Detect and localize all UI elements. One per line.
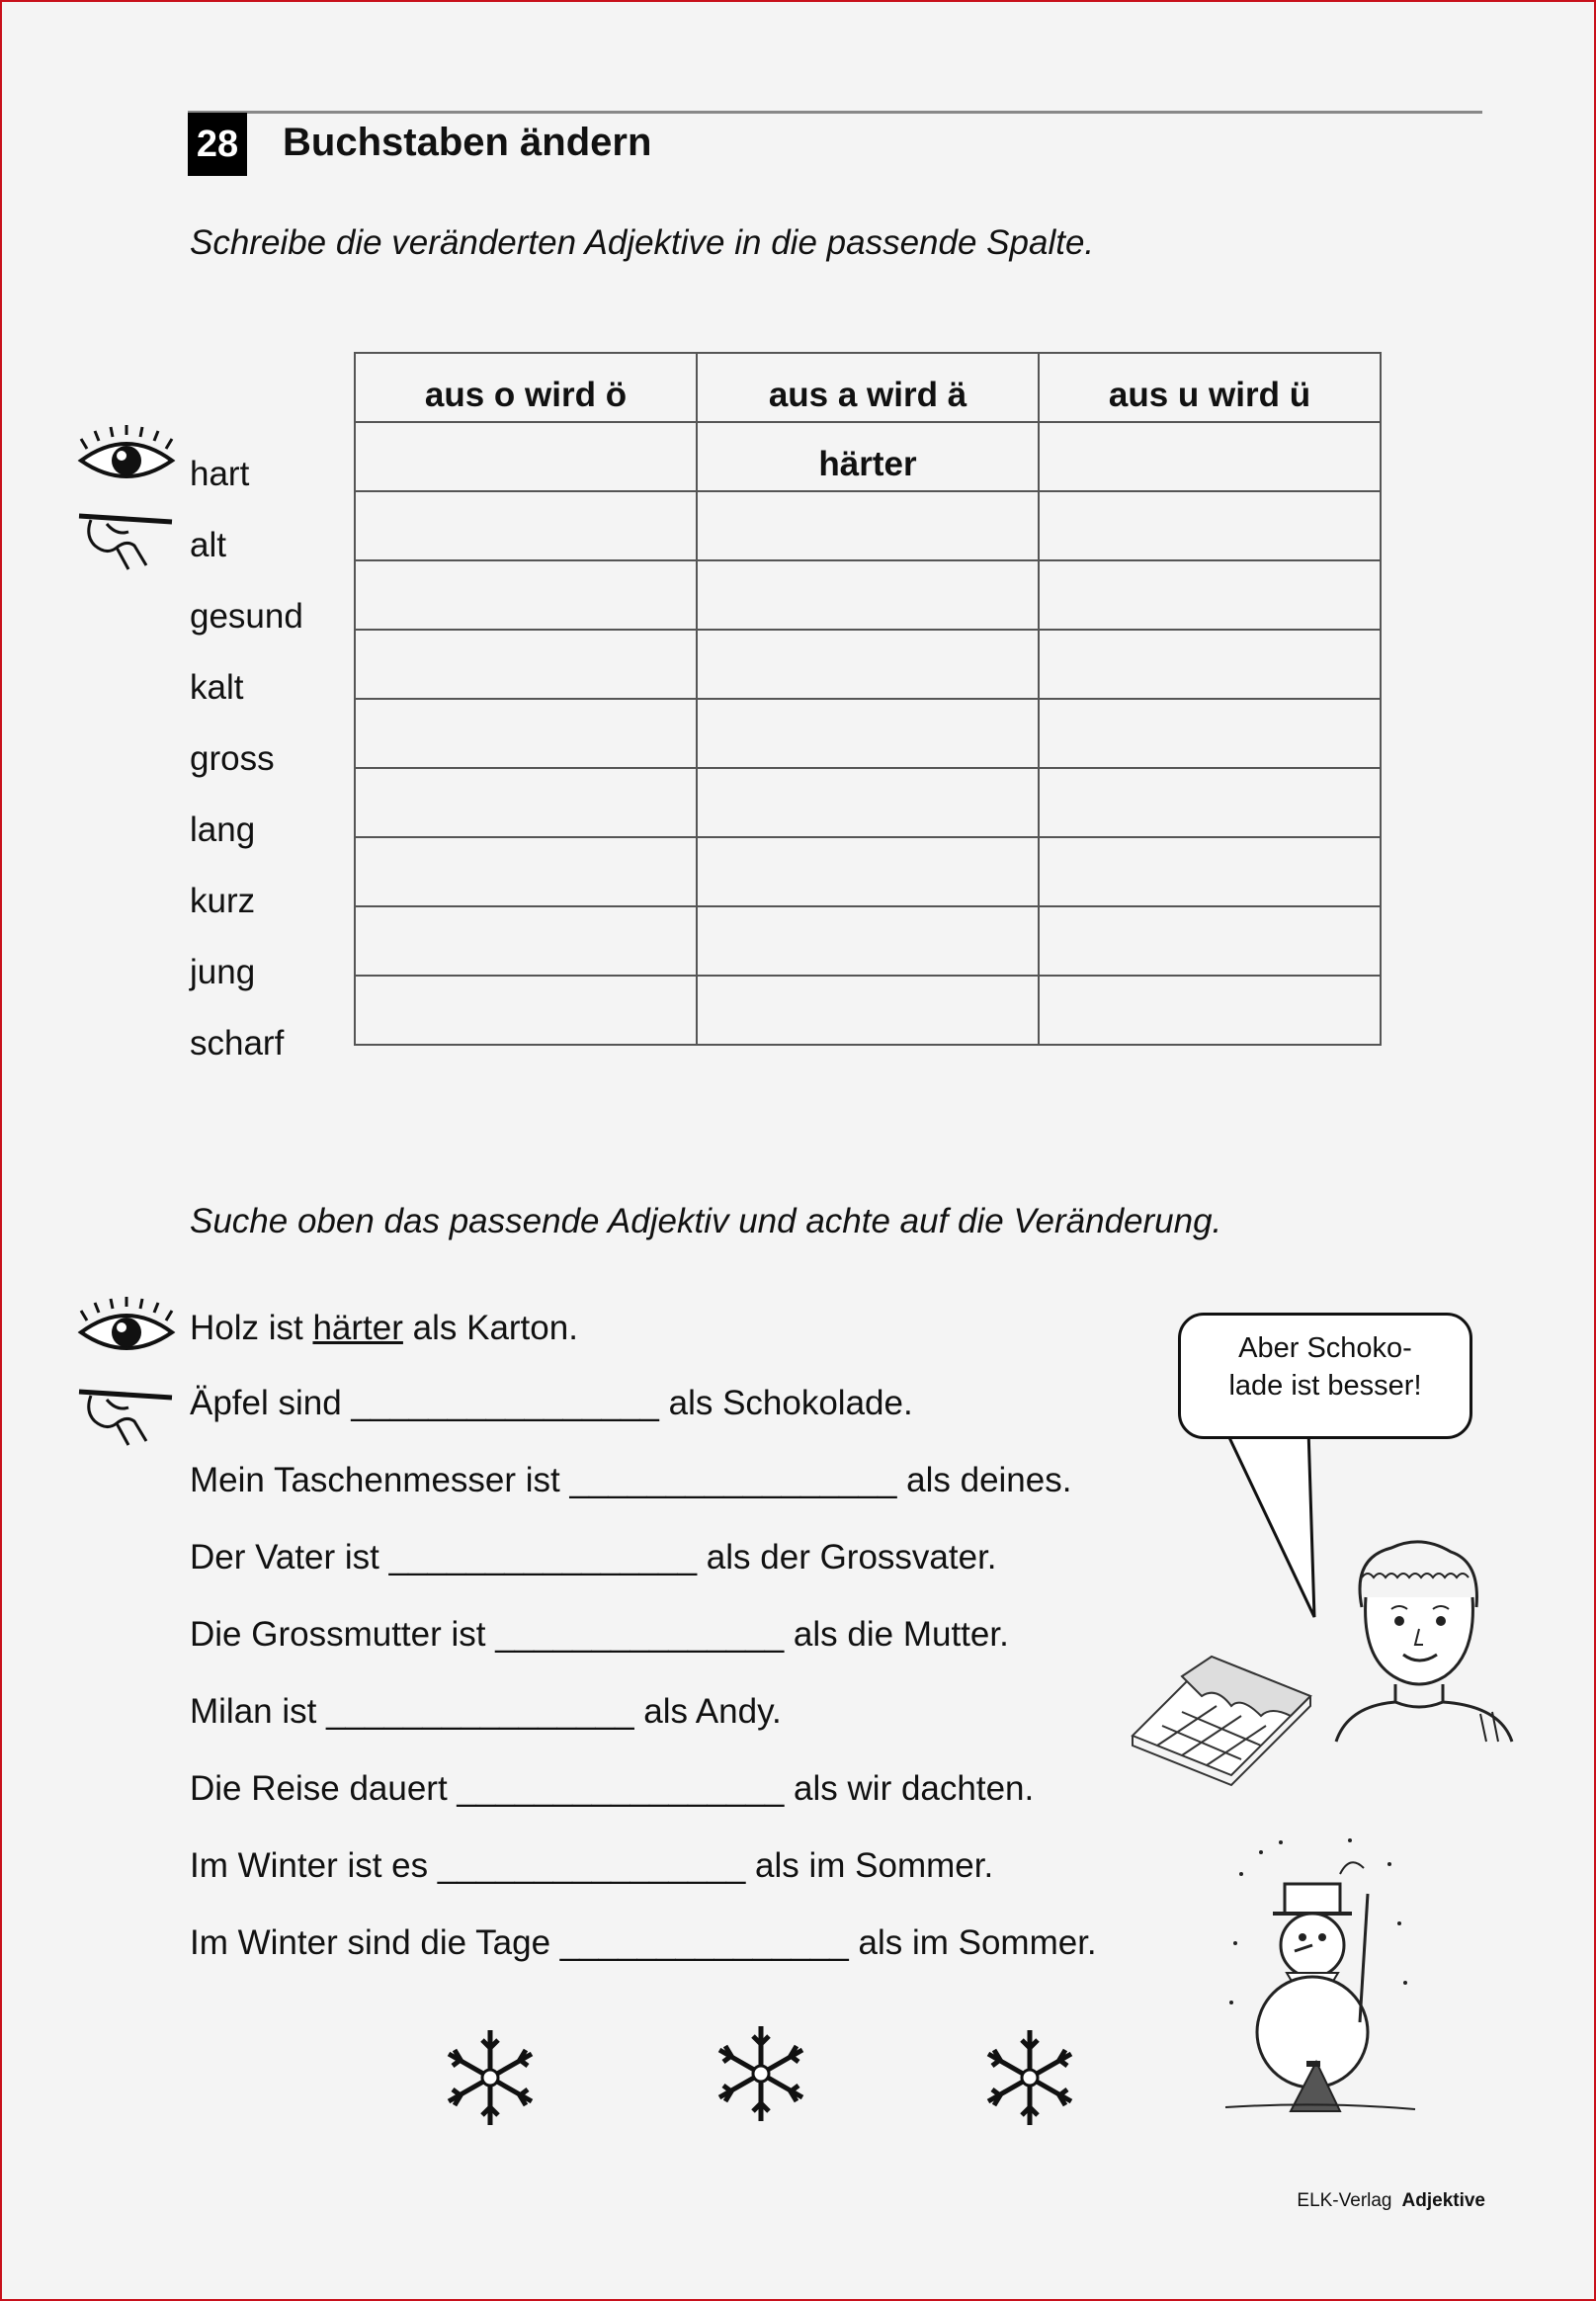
answer-cell[interactable]	[1039, 491, 1381, 560]
answer-cell[interactable]	[697, 976, 1039, 1045]
word-gesund: gesund	[190, 597, 303, 636]
answer-cell[interactable]	[355, 976, 697, 1045]
sentence-1: Holz ist härter als Karton.	[190, 1309, 578, 1347]
table-row	[355, 630, 1381, 699]
instruction-2: Suche oben das passende Adjektiv und achte auf die Veränderung.	[190, 1202, 1222, 1240]
sentence-6: Milan ist ________________ als Andy.	[190, 1692, 782, 1731]
answer-cell[interactable]	[697, 768, 1039, 837]
example-word: härter	[312, 1309, 403, 1347]
table-row	[355, 906, 1381, 976]
answer-cell[interactable]	[697, 906, 1039, 976]
snowflake-icon	[443, 2024, 538, 2131]
word-gross: gross	[190, 739, 275, 778]
answer-cell[interactable]	[697, 560, 1039, 630]
word-lang: lang	[190, 810, 256, 849]
table-row	[355, 699, 1381, 768]
page-footer	[1297, 2190, 1485, 2212]
sentence-8: Im Winter ist es ________________ als im Sommer.	[190, 1846, 994, 1885]
exercise-number: 28	[188, 113, 247, 176]
instruction-1: Schreibe die veränderten Adjektive in die passende Spalte.	[190, 223, 1095, 262]
table-header-row	[355, 353, 1381, 422]
speech-bubble-tail	[1221, 1429, 1330, 1627]
answer-cell[interactable]	[697, 837, 1039, 906]
eye-icon	[77, 431, 176, 490]
snowman-illustration	[1221, 1834, 1419, 2121]
answer-cell[interactable]	[1039, 976, 1381, 1045]
boy-illustration	[1332, 1538, 1516, 1746]
table-row	[355, 491, 1381, 560]
table-row	[355, 768, 1381, 837]
table-row	[355, 560, 1381, 630]
page-title: Buchstaben ändern	[283, 121, 652, 164]
column-header-a: aus a wird ä	[697, 353, 1039, 422]
word-scharf: scharf	[190, 1024, 285, 1063]
book-title: Adjektive	[1401, 2190, 1485, 2211]
sentence-4: Der Vater ist ________________ als der Grossvater.	[190, 1538, 997, 1577]
eye-icon	[77, 1303, 176, 1362]
answer-cell[interactable]	[1039, 768, 1381, 837]
answer-cell[interactable]	[355, 699, 697, 768]
answer-cell[interactable]	[1039, 837, 1381, 906]
publisher-name: ELK-Verlag	[1297, 2190, 1392, 2211]
sentence-5: Die Grossmutter ist _______________ als die Mutter.	[190, 1615, 1009, 1654]
word-kurz: kurz	[190, 882, 256, 920]
answer-cell[interactable]	[697, 422, 1039, 491]
word-hart: hart	[190, 455, 250, 493]
speech-bubble: Aber Schoko- lade ist besser!	[1178, 1313, 1472, 1439]
writing-hand-icon	[77, 1382, 176, 1451]
table-row	[355, 422, 1381, 491]
answer-cell[interactable]	[355, 491, 697, 560]
column-header-o: aus o wird ö	[355, 353, 697, 422]
answer-cell[interactable]	[697, 630, 1039, 699]
answer-cell[interactable]	[1039, 422, 1381, 491]
sentence-7: Die Reise dauert _________________ als wir dachten.	[190, 1769, 1035, 1808]
snowflake-icon	[982, 2024, 1077, 2131]
answer-cell[interactable]	[355, 906, 697, 976]
sentence-9: Im Winter sind die Tage _______________ als im Sommer.	[190, 1923, 1097, 1962]
answer-cell[interactable]	[697, 491, 1039, 560]
sentence-2: Äpfel sind ________________ als Schokolade.	[190, 1384, 913, 1422]
answer-cell[interactable]	[1039, 906, 1381, 976]
answer-cell[interactable]	[1039, 560, 1381, 630]
snowflake-icon	[714, 2020, 808, 2127]
answer-table	[354, 352, 1382, 1046]
word-kalt: kalt	[190, 668, 244, 707]
word-jung: jung	[190, 953, 256, 991]
table-row	[355, 976, 1381, 1045]
word-alt: alt	[190, 526, 226, 564]
sentence-3: Mein Taschenmesser ist _________________ als deines.	[190, 1461, 1072, 1499]
answer-cell[interactable]	[355, 768, 697, 837]
header-rule	[188, 111, 1482, 114]
table-row	[355, 837, 1381, 906]
chocolate-bar-illustration	[1123, 1637, 1320, 1785]
writing-hand-icon	[77, 506, 176, 575]
answer-cell[interactable]	[355, 422, 697, 491]
answer-cell[interactable]	[355, 560, 697, 630]
column-header-u: aus u wird ü	[1039, 353, 1381, 422]
example-answer: härter	[818, 445, 917, 483]
answer-cell[interactable]	[697, 699, 1039, 768]
answer-cell[interactable]	[355, 837, 697, 906]
answer-cell[interactable]	[1039, 630, 1381, 699]
answer-cell[interactable]	[1039, 699, 1381, 768]
answer-cell[interactable]	[355, 630, 697, 699]
